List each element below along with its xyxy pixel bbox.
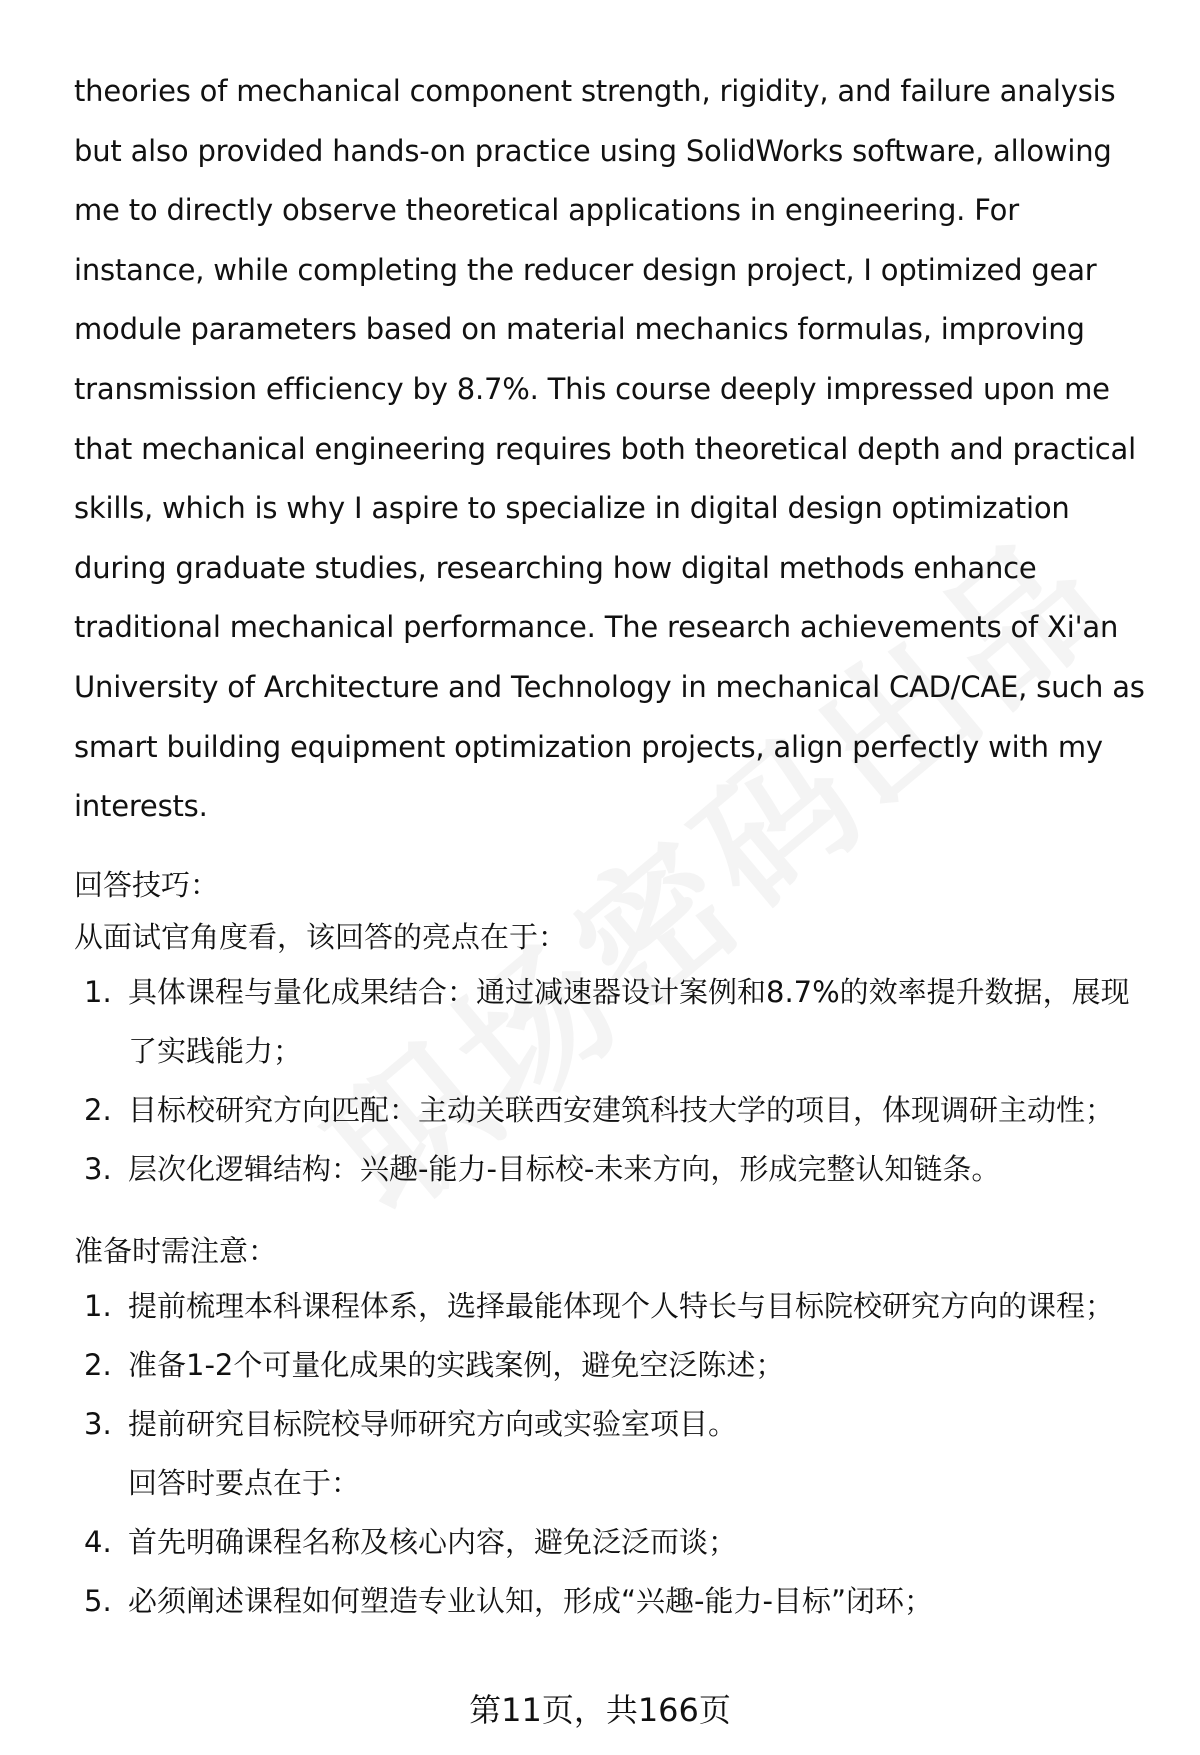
- list-number: 2.: [84, 1347, 112, 1382]
- list-item: [74, 1395, 1154, 1454]
- list-item: [74, 963, 1154, 1081]
- list-number: 1.: [84, 1288, 112, 1323]
- list-number: 3.: [84, 1406, 112, 1441]
- answer-points-note: 回答时要点在于：: [128, 1465, 361, 1500]
- list-number: 4.: [84, 1524, 112, 1559]
- list-number: 5.: [84, 1583, 112, 1618]
- list-item: [74, 1277, 1154, 1336]
- prep-heading: 准备时需注意：: [74, 1233, 278, 1268]
- tips-intro: 从面试官角度看，该回答的亮点在于：: [74, 919, 568, 954]
- tips-heading: 回答技巧：: [74, 867, 220, 902]
- tips-list: [74, 963, 1154, 1199]
- answer-points-list: [74, 1513, 1154, 1631]
- list-item: [74, 1140, 1154, 1199]
- list-item-text: 具体课程与量化成果结合：通过减速器设计案例和8.7%的效率提升数据，展现了实践能力；: [128, 974, 1130, 1068]
- list-item: [74, 1513, 1154, 1572]
- body-paragraph: theories of mechanical component strength, rigidity, and failure analysis but also provided hands-on practice using SolidWorks software, allowing me to directly observe theoretical applications in engineering. For instance, while completing the reducer design project, I optimized gear module parameters based on material mechanics formulas, improving transmission efficiency by 8.7%. This course deeply impressed upon me that mechanical engineering requires both theoretical depth and practical skills, which is why I aspire to specialize in digital design optimization during graduate studies, researching how digital methods enhance traditional mechanical performance. The research achievements of Xi'an University of Architecture and Technology in mechanical CAD/CAE, such as smart building equipment optimization projects, align perfectly with my interests.: [74, 74, 1145, 824]
- list-number: 3.: [84, 1151, 112, 1186]
- page-footer: 第11页，共166页: [469, 1691, 731, 1729]
- list-item-text: 提前梳理本科课程体系，选择最能体现个人特长与目标院校研究方向的课程；: [128, 1288, 1115, 1323]
- list-item: [74, 1572, 1154, 1631]
- list-item: [74, 1081, 1154, 1140]
- list-item-text: 层次化逻辑结构：兴趣-能力-目标校-未来方向，形成完整认知链条。: [128, 1151, 1001, 1186]
- list-item-text: 准备1-2个可量化成果的实践案例，避免空泛陈述；: [128, 1347, 785, 1382]
- list-item-text: 目标校研究方向匹配：主动关联西安建筑科技大学的项目，体现调研主动性；: [128, 1092, 1115, 1127]
- list-item-text: 必须阐述课程如何塑造专业认知，形成“兴趣-能力-目标”闭环；: [128, 1583, 933, 1618]
- list-item-text: 提前研究目标院校导师研究方向或实验室项目。: [128, 1406, 738, 1441]
- list-item: [74, 1336, 1154, 1395]
- list-number: 1.: [84, 974, 112, 1009]
- document-page: [74, 62, 1154, 1631]
- list-number: 2.: [84, 1092, 112, 1127]
- list-item-text: 首先明确课程名称及核心内容，避免泛泛而谈；: [128, 1524, 738, 1559]
- prep-list: [74, 1277, 1154, 1454]
